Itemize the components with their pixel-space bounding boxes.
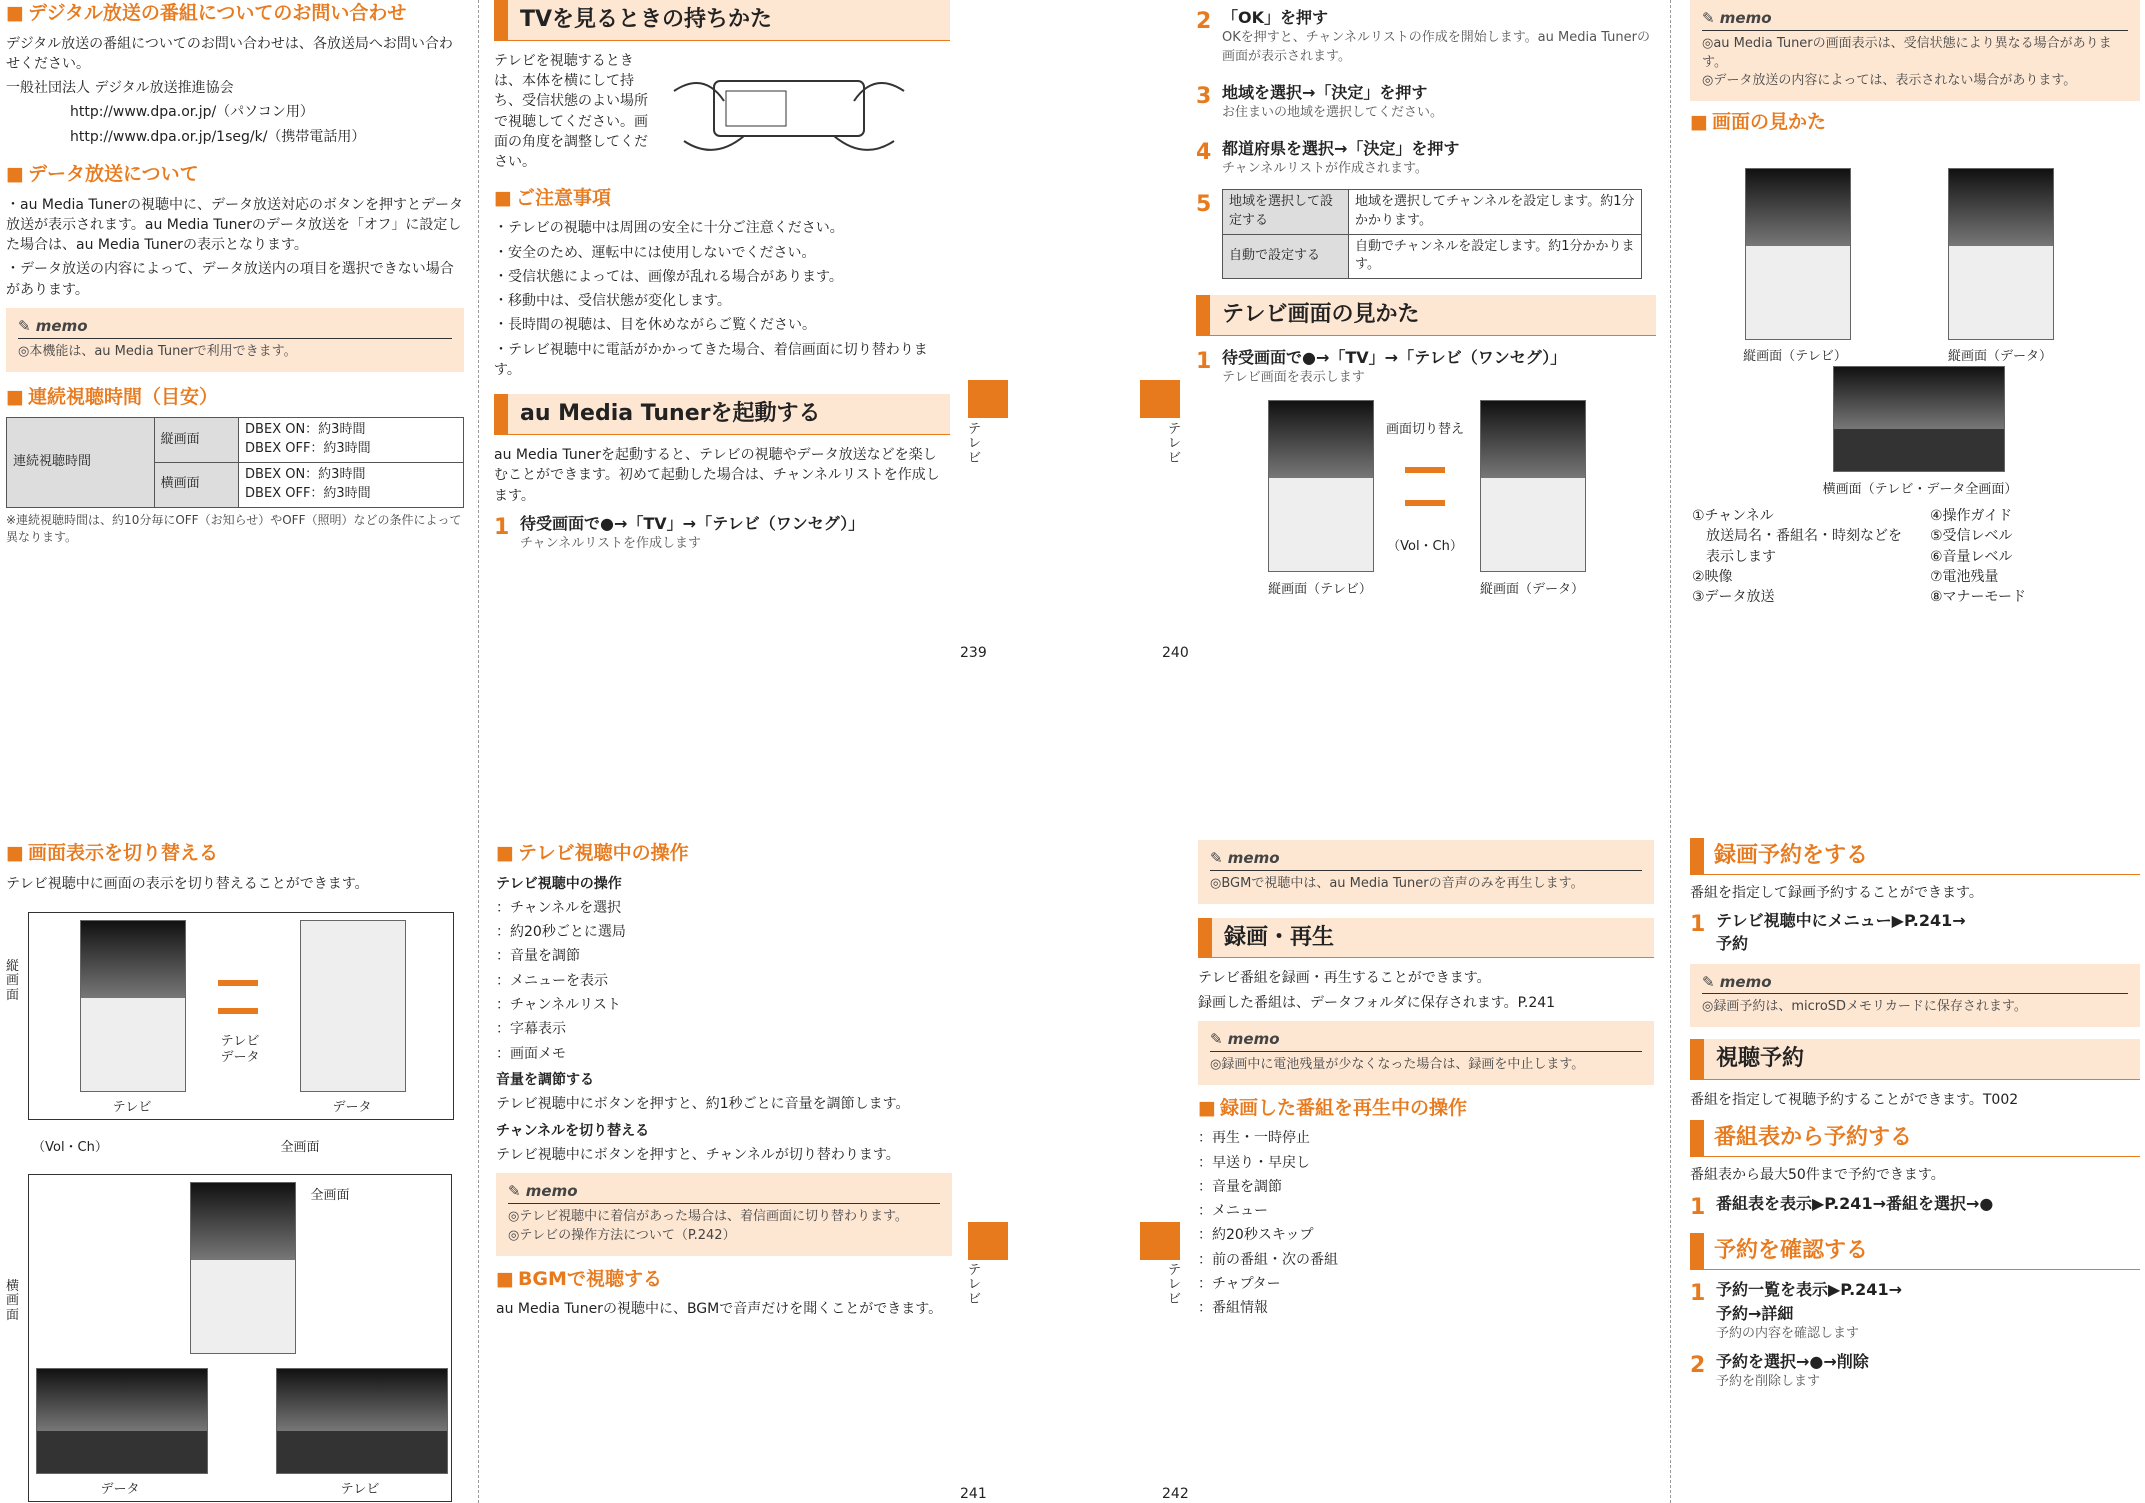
screen-caption: データ <box>332 1100 372 1115</box>
caution: ・テレビの視聴中は周囲の安全に十分ご注意ください。 <box>494 220 844 237</box>
landscape-screen <box>36 1368 208 1474</box>
step: 1 番組表を表示▶P.241→番組を選択→● <box>1690 1193 1994 1220</box>
body-text: テレビ視聴中にボタンを押すと、チャンネルが切り替わります。 <box>496 1146 900 1163</box>
column-8 <box>1690 838 2140 1398</box>
landscape-screen <box>1833 366 2005 472</box>
side-tab-label: テレビ <box>1168 422 1182 466</box>
operation: ：字幕表示 <box>496 1021 566 1038</box>
section-heading: ■ テレビ視聴中の操作 <box>496 840 952 868</box>
section-heading: ■ 録画した番組を再生中の操作 <box>1198 1095 1654 1123</box>
memo-box: ✎ memo ◎au Media Tunerの画面表示は、受信状態により異なる場合があります。 ◎データ放送の内容によっては、表示されない場合があります。 <box>1690 0 2140 101</box>
url: http://www.dpa.or.jp/（パソコン用） <box>70 104 314 121</box>
section-bar: 視聴予約 <box>1690 1039 2140 1080</box>
section-heading: ■ ご注意事項 <box>494 185 950 213</box>
body-text: 番組を指定して録画予約することができます。 <box>1690 884 1983 901</box>
screen-caption: 縦画面（データ） <box>1947 349 2052 364</box>
side-tab <box>1140 380 1180 418</box>
page-number: 239 <box>960 645 987 661</box>
side-tab <box>968 380 1008 418</box>
phone-holding-illustration <box>664 51 914 171</box>
screen-caption: 横画面（テレビ・データ全画面） <box>1822 482 2018 497</box>
memo-box: ✎ memo ◎録画予約は、microSDメモリカードに保存されます。 <box>1690 964 2140 1028</box>
operation: ：早送り・早戻し <box>1198 1154 1310 1171</box>
column-5 <box>6 840 464 898</box>
screen-caption: データ <box>100 1482 140 1497</box>
viewing-time-table <box>6 417 464 507</box>
screen-caption: 縦画面（テレビ） <box>1743 349 1847 364</box>
body-text: ・au Media Tunerの視聴中に、データ放送対応のボタンを押すとデータ放送が表示されます。au Media Tunerのデータ放送を「オフ」に設定した場合は、au Media Tunerの表示となります。 <box>6 196 463 254</box>
memo-box: ✎ memo ◎BGMで視聴中は、au Media Tunerの音声のみを再生します。 <box>1198 840 1654 904</box>
memo-box <box>6 308 464 372</box>
section-bar: TVを見るときの持ちかた <box>494 0 950 41</box>
body-text: テレビ視聴中にボタンを押すと、約1秒ごとに音量を調節します。 <box>496 1096 910 1113</box>
memo-box: ✎ memo ◎録画中に電池残量が少なくなった場合は、録画を中止します。 <box>1198 1021 1654 1085</box>
column-divider <box>478 0 479 1503</box>
section-bar: 録画予約をする <box>1690 838 2140 875</box>
table-header: 連続視聴時間 <box>7 418 155 507</box>
table-cell: 横画面 <box>154 462 238 507</box>
step: 5 地域を選択して設定する 地域を選択してチャンネルを設定します。約1分かかります。 自動で設定する 自動でチャンネルを設定します。約1分かかります。 <box>1196 189 1656 279</box>
column-2 <box>494 0 950 560</box>
operation: ：画面メモ <box>496 1045 566 1062</box>
body-text: テレビ番組を録画・再生することができます。 <box>1198 970 1491 987</box>
label: テレビ <box>220 1034 260 1049</box>
column-1 <box>6 0 464 550</box>
url: http://www.dpa.or.jp/1seg/k/（携帯電話用） <box>70 128 366 145</box>
table-cell: DBEX ON：約3時間 DBEX OFF：約3時間 <box>239 462 464 507</box>
data-screen <box>1480 400 1586 572</box>
operation: ：メニューを表示 <box>496 972 608 989</box>
tv-screen <box>80 920 186 1092</box>
page-number: 242 <box>1162 1486 1189 1502</box>
section-bar: 予約を確認する <box>1690 1233 2140 1270</box>
section-heading: ■ 画面の見かた <box>1690 109 2140 137</box>
caution: ・安全のため、運転中には使用しないでください。 <box>494 244 816 261</box>
footnote: ※連続視聴時間は、約10分毎にOFF（お知らせ）やOFF（照明）などの条件によって異なります。 <box>6 512 462 544</box>
operation: ：チャンネルリスト <box>496 997 621 1014</box>
body-text: au Media Tunerの視聴中に、BGMで音声だけを聞くことができます。 <box>496 1301 943 1318</box>
side-label: 縦画面 <box>6 959 20 1003</box>
column-4 <box>1690 0 2140 143</box>
setting-table: 地域を選択して設定する 地域を選択してチャンネルを設定します。約1分かかります。 自動で設定する 自動でチャンネルを設定します。約1分かかります。 <box>1222 189 1642 279</box>
caution: ・受信状態によっては、画像が乱れる場合があります。 <box>494 268 843 285</box>
section-bar: 番組表から予約する <box>1690 1120 2140 1157</box>
side-label: 横画面 <box>6 1279 20 1323</box>
operation: ：音量を調節 <box>1198 1178 1282 1195</box>
step: 1 待受画面で●→「TV」→「テレビ（ワンセグ）」 テレビ画面を表示します <box>1196 348 1567 386</box>
page-number: 241 <box>960 1486 987 1502</box>
screen-caption: 縦画面（テレビ） <box>1268 582 1372 597</box>
operation: ：前の番組・次の番組 <box>1198 1251 1338 1268</box>
memo-label: ✎ memo <box>18 316 452 339</box>
subheading: テレビ視聴中の操作 <box>496 875 622 892</box>
side-tab-label: テレビ <box>968 422 982 466</box>
table-cell: 縦画面 <box>154 418 238 463</box>
body-text: au Media Tunerを起動すると、テレビの視聴やデータ放送などを楽しむことができます。初めて起動した場合は、チャンネルリストを作成します。 <box>494 447 940 504</box>
arrow-left <box>218 1008 258 1014</box>
side-tab-label: テレビ <box>1168 1263 1182 1307</box>
landscape-screen <box>276 1368 448 1474</box>
side-tab <box>968 1222 1008 1260</box>
section-heading: ■ 画面表示を切り替える <box>6 840 464 868</box>
body-text: 番組表から最大50件まで予約できます。 <box>1690 1167 1945 1184</box>
section-heading: ■ データ放送について <box>6 161 464 189</box>
caution: ・移動中は、受信状態が変化します。 <box>494 293 731 310</box>
arrow-left <box>1405 500 1445 506</box>
arrow-right <box>1405 467 1445 473</box>
data-screen <box>1948 168 2054 340</box>
body-text: ・データ放送の内容によって、データ放送内の項目を選択できない場合があります。 <box>6 261 454 298</box>
column-6 <box>496 840 952 1323</box>
subheading: チャンネルを切り替える <box>496 1122 650 1139</box>
side-tab-label: テレビ <box>968 1263 982 1307</box>
section-heading: ■ BGMで視聴する <box>496 1266 952 1294</box>
operation: ：チャプター <box>1198 1276 1281 1292</box>
legend-right: ④操作ガイド ⑤受信レベル ⑥音量レベル ⑦電池残量 ⑧マナーモード <box>1930 508 2026 606</box>
operation: ：メニュー <box>1198 1203 1268 1220</box>
body-text: 一般社団法人 デジタル放送推進協会 <box>6 80 234 97</box>
legend-left: ①チャンネル 放送局名・番組名・時刻などを表示します ②映像 ③データ放送 <box>1692 508 1902 606</box>
memo-text: ◎本機能は、au Media Tunerで利用できます。 <box>18 343 297 359</box>
tv-screen <box>190 1182 296 1354</box>
data-screen <box>300 920 406 1092</box>
section-heading: ■ デジタル放送の番組についてのお問い合わせ <box>6 0 464 28</box>
tv-screen <box>1745 168 1851 340</box>
step: 2 予約を選択→●→削除 予約を削除します <box>1690 1351 1869 1389</box>
step: 3 地域を選択→「決定」を押す お住まいの地域を選択してください。 <box>1196 82 1444 121</box>
operation: ：チャンネルを選択 <box>496 899 622 916</box>
section-heading: ■ 連続視聴時間（目安） <box>6 384 464 412</box>
column-divider <box>1670 0 1671 1503</box>
page-number: 240 <box>1162 645 1189 661</box>
section-bar: 録画・再生 <box>1198 918 1654 959</box>
screen-caption: 縦画面（データ） <box>1479 582 1584 597</box>
side-tab <box>1140 1222 1180 1260</box>
step: 1 予約一覧を表示▶P.241→ 予約→詳細 予約の内容を確認します <box>1690 1280 1902 1341</box>
step-title: 待受画面で●→「TV」→「テレビ（ワンセグ）」 <box>520 514 865 534</box>
operation: ：番組情報 <box>1198 1300 1268 1317</box>
step <box>494 512 950 554</box>
screen-caption: テレビ <box>112 1100 152 1115</box>
step-desc: チャンネルリストを作成します <box>520 536 701 552</box>
column-3 <box>1196 0 1656 394</box>
vol-label: （Vol・Ch） <box>1387 539 1463 554</box>
tv-screen <box>1268 400 1374 572</box>
section-bar: au Media Tunerを起動する <box>494 394 950 435</box>
column-7 <box>1198 840 1654 1323</box>
body-text: 録画した番組は、データフォルダに保存されます。P.241 <box>1198 994 1556 1011</box>
body-text: テレビを視聴するときは、本体を横にして持ち、受信状態のよい場所で視聴してください。画面の角度を調整してください。 <box>494 52 648 171</box>
operation: ：約20秒ごとに選局 <box>496 924 626 941</box>
body-text: デジタル放送の番組についてのお問い合わせは、各放送局へお問い合わせください。 <box>6 35 453 72</box>
section-bar: テレビ画面の見かた <box>1196 295 1656 336</box>
vol-label: （Vol・Ch） <box>32 1140 108 1155</box>
label: 全画面 <box>310 1188 350 1203</box>
caution: ・テレビ視聴中に電話がかかってきた場合、着信画面に切り替わります。 <box>494 341 928 378</box>
memo-label: ✎ memo <box>1702 8 2128 31</box>
label: データ <box>220 1050 260 1065</box>
memo-box: ✎ memo ◎テレビ視聴中に着信があった場合は、着信画面に切り替わります。 ◎テレビの操作方法について（P.242） <box>496 1173 952 1255</box>
step-number: 1 <box>494 515 510 541</box>
label: 全画面 <box>280 1140 320 1155</box>
body-text: テレビ視聴中に画面の表示を切り替えることができます。 <box>6 875 369 892</box>
step: 2 「OK」を押す OKを押すと、チャンネルリストの作成を開始します。au Media Tunerの画面が表示されます。 <box>1196 8 1650 65</box>
operation: ：再生・一時停止 <box>1198 1130 1310 1147</box>
subheading: 音量を調節する <box>496 1071 594 1088</box>
step: 4 都道府県を選択→「決定」を押す チャンネルリストが作成されます。 <box>1196 138 1460 177</box>
arrow-right <box>218 980 258 986</box>
screen-caption: テレビ <box>340 1482 380 1497</box>
switch-label: 画面切り替え <box>1385 422 1464 437</box>
operation: ：約20秒スキップ <box>1198 1227 1314 1244</box>
body-text: 番組を指定して視聴予約することができます。T002 <box>1690 1092 2019 1109</box>
step: 1 テレビ視聴中にメニュー▶P.241→ 予約 <box>1690 911 1966 954</box>
operation: ：音量を調節 <box>496 948 580 965</box>
table-cell: DBEX ON：約3時間 DBEX OFF：約3時間 <box>239 418 464 463</box>
caution: ・長時間の視聴は、目を休めながらご覧ください。 <box>494 317 816 334</box>
